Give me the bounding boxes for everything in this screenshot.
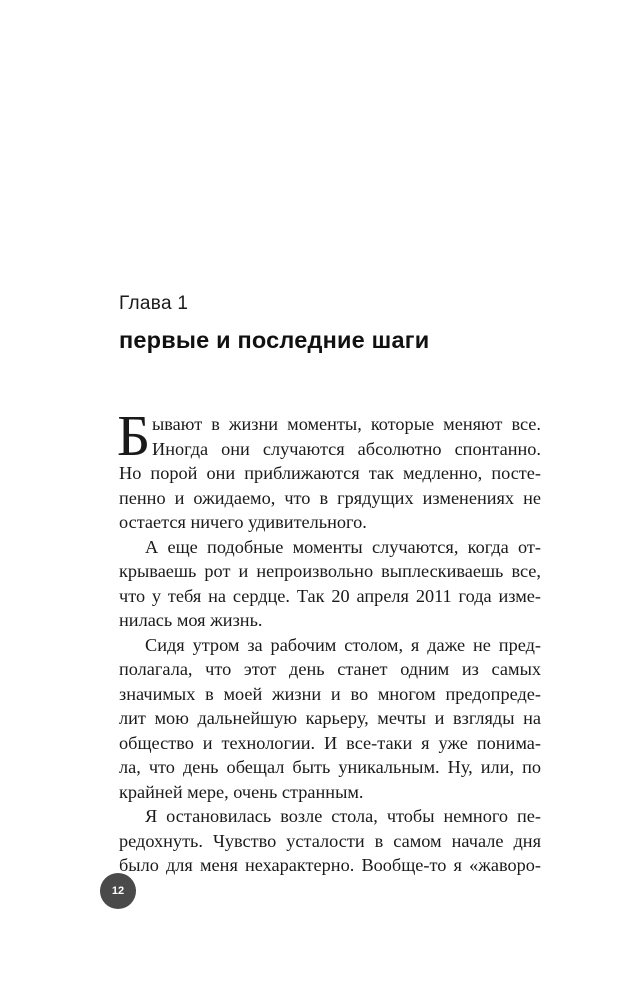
text-line: нилась моя жизнь. [119, 610, 263, 630]
text-line: полагала, что этот день станет одним из самых [119, 659, 541, 679]
text-line: А еще подобные моменты случаются, когда от- [145, 536, 541, 557]
page-number: 12 [111, 885, 125, 897]
page-number-badge [100, 873, 136, 909]
text-line: было для меня нехарактерно. Вообще-то я «жаворо- [119, 855, 541, 875]
text-line: что у тебя на сердце. Так 20 апреля 2011 года изме- [119, 585, 541, 606]
text-line: остается ничего удивительного. [119, 512, 367, 532]
drop-cap: Б [117, 403, 151, 468]
text-line: общество и технологии. И все-таки я уже понима- [119, 732, 541, 753]
text-line: Иногда они случаются абсолютно спонтанно. [152, 438, 541, 459]
text-line: ывают в жизни моменты, которые меняют все. [152, 414, 541, 434]
chapter-label: Глава 1 [119, 293, 189, 314]
text-line: пенно и ожидаемо, что в грядущих изменениях не [119, 487, 541, 508]
text-line: Я остановилась возле стола, чтобы немного пе- [145, 806, 541, 826]
text-line: Сидя утром за рабочим столом, я даже не пред- [145, 634, 541, 655]
text-line: крайней мере, очень странным. [119, 781, 364, 802]
text-line: значимых в моей жизни и во многом предопреде- [119, 683, 541, 704]
text-line: редохнуть. Чувство усталости в самом начале дня [119, 830, 541, 851]
chapter-title: первые и последние шаги [119, 327, 430, 353]
body-text [117, 403, 541, 878]
text-line: Но порой они приближаются так медленно, посте- [119, 463, 541, 483]
text-line: крываешь рот и непроизвольно выплескиваешь все, [119, 561, 541, 581]
text-line: ла, что день обещал быть уникальным. Ну, или, по [119, 757, 541, 777]
text-line: лит мою дальнейшую карьеру, мечты и взгляды на [119, 708, 541, 728]
